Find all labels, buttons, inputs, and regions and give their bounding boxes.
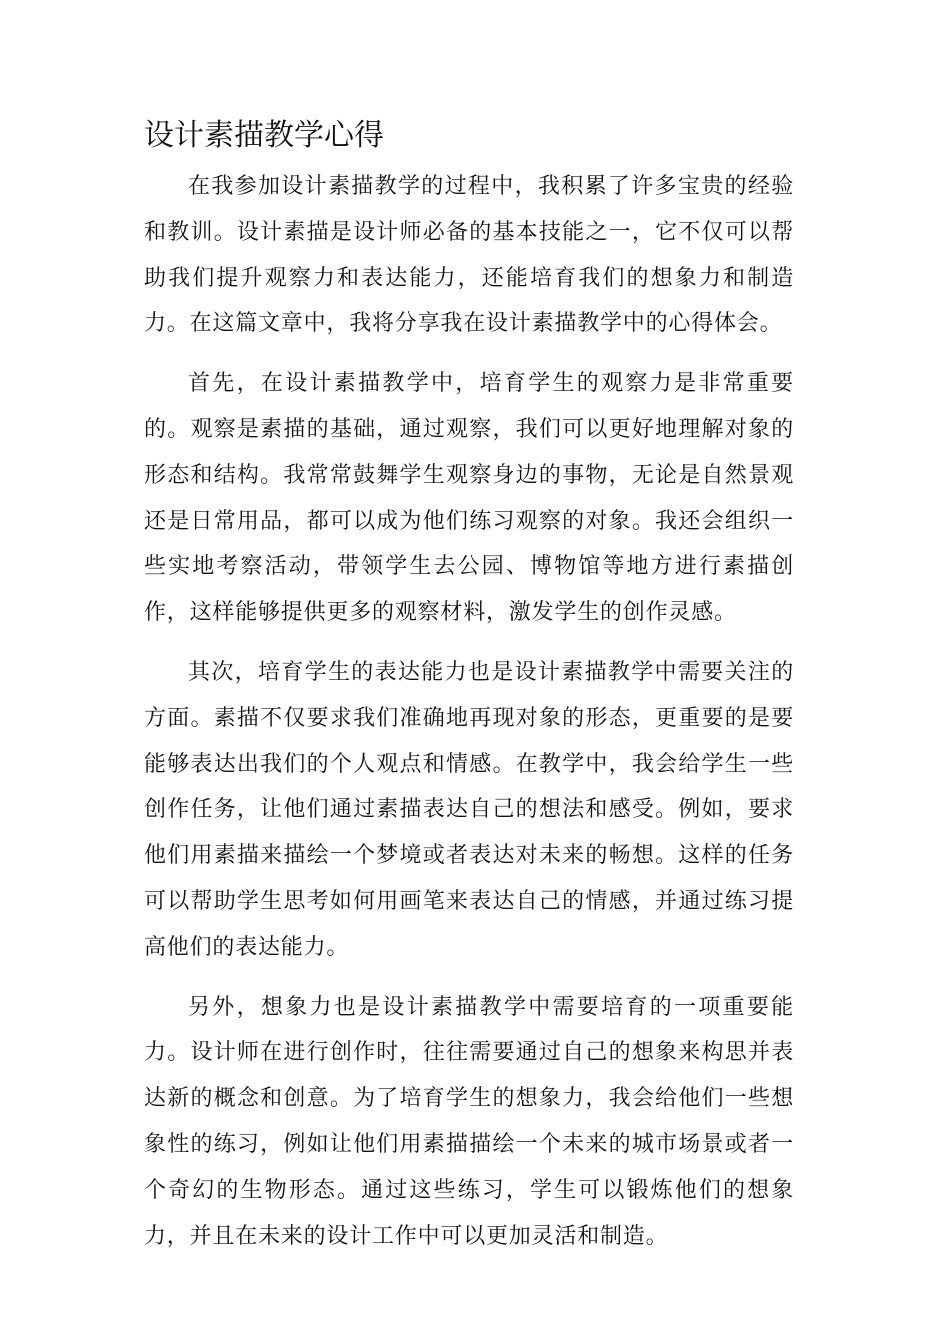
paragraph-observation: 首先，在设计素描教学中，培育学生的观察力是非常重要的。观察是素描的基础，通过观察，我们可以更好地理解对象的形态和结构。我常常鼓舞学生观察身边的事物，无论是自然景观还是日常用品，都可以成为他们练习观察的对象。我还会组织一些实地考察活动，带领学生去公园、博物馆等地方进行素描创作，这样能够提供更多的观察材料，激发学生的创作灵感。 (144, 371, 794, 626)
paragraph-imagination: 另外，想象力也是设计素描教学中需要培育的一项重要能力。设计师在进行创作时，往往需要通过自己的想象来构思并表达新的概念和创意。为了培育学生的想象力，我会给他们一些想象性的练习，例如让他们用素描描绘一个未来的城市场景或者一个奇幻的生物形态。通过这些练习，学生可以锻炼他们的想象力，并且在未来的设计工作中可以更加灵活和制造。 (144, 994, 794, 1249)
paragraph-expression: 其次，培育学生的表达能力也是设计素描教学中需要关注的方面。素描不仅要求我们准确地再现对象的形态，更重要的是要能够表达出我们的个人观点和情感。在教学中，我会给学生一些创作任务，让他们通过素描表达自己的想法和感受。例如，要求他们用素描来描绘一个梦境或者表达对未来的畅想。这样的任务可以帮助学生思考如何用画笔来表达自己的情感，并通过练习提高他们的表达能力。 (144, 659, 794, 960)
paragraph-intro: 在我参加设计素描教学的过程中，我积累了许多宝贵的经验和教训。设计素描是设计师必备的基本技能之一，它不仅可以帮助我们提升观察力和表达能力，还能培育我们的想象力和制造力。在这篇文章中，我将分享我在设计素描教学中的心得体会。 (144, 174, 794, 337)
document-title: 设计素描教学心得 (144, 118, 384, 153)
document-body (144, 164, 794, 1273)
